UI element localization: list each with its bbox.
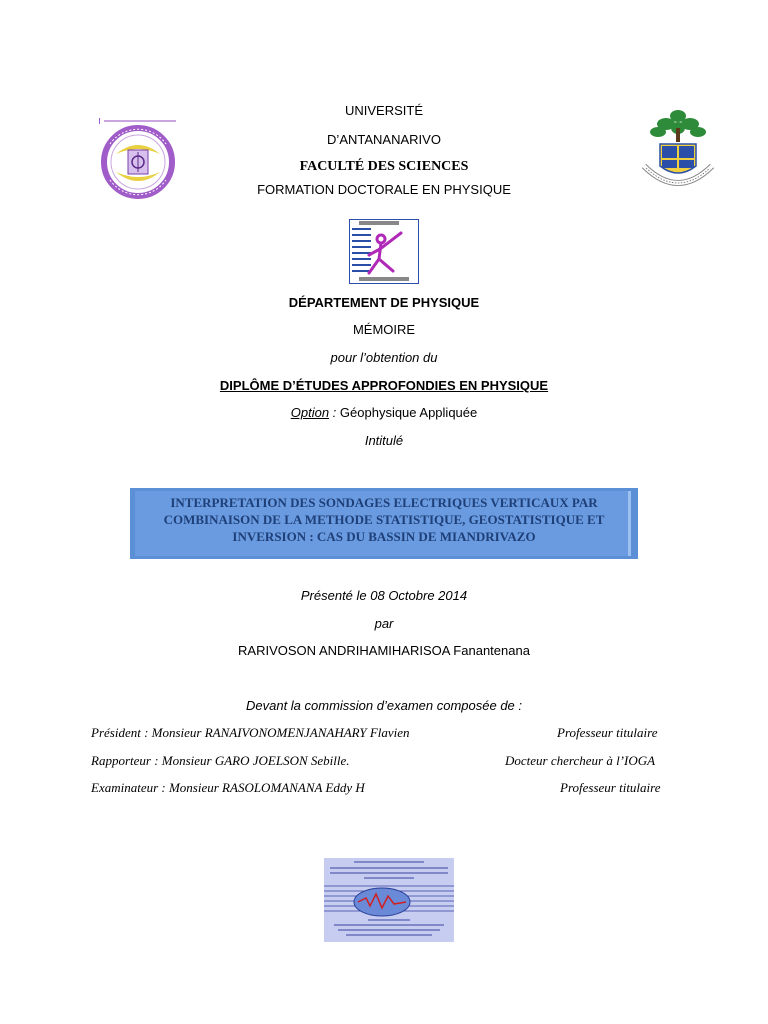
doctoral-school: FORMATION DOCTORALE EN PHYSIQUE: [257, 182, 511, 197]
thesis-title-line2: COMBINAISON DE LA METHODE STATISTIQUE, GEOSTATISTIQUE ET: [163, 512, 605, 527]
option-separator: :: [329, 405, 340, 420]
jury-president-title: Professeur titulaire: [557, 725, 658, 740]
option-label: Option: [290, 405, 330, 420]
department-logo: [349, 219, 419, 284]
author-name: RARIVOSON ANDRIHAMIHARISOA Fanantenana: [238, 643, 530, 658]
jury-rapporteur: Rapporteur : Monsieur GARO JOELSON Sebille.: [91, 753, 350, 768]
purpose-line: pour l’obtention du: [330, 350, 438, 365]
thesis-title: [130, 494, 638, 545]
option-value: Géophysique Appliquée: [339, 405, 478, 420]
option-line: [0, 405, 768, 420]
university-line1: UNIVERSITÉ: [344, 103, 423, 118]
ioga-logo: [324, 858, 454, 942]
diploma-title: DIPLÔME D’ÉTUDES APPROFONDIES EN PHYSIQUE: [219, 378, 549, 393]
thesis-title-line3: INVERSION : CAS DU BASSIN DE MIANDRIVAZO: [232, 529, 536, 544]
jury-president: Président : Monsieur RANAIVONOMENJANAHARY Flavien: [91, 725, 410, 740]
thesis-title-line1: INTERPRETATION DES SONDAGES ELECTRIQUES VERTICAUX PAR: [170, 495, 598, 510]
university-line2: D’ANTANANARIVO: [327, 132, 441, 147]
department-title: DÉPARTEMENT DE PHYSIQUE: [288, 295, 480, 310]
jury-rapporteur-title: Docteur chercheur à l’IOGA: [505, 753, 656, 768]
par-label: par: [374, 616, 394, 631]
intitule-label: Intitulé: [364, 433, 404, 448]
jury-examinateur: Examinateur : Monsieur RASOLOMANANA Eddy H: [91, 780, 365, 795]
presentation-date: Présenté le 08 Octobre 2014: [300, 588, 468, 603]
thesis-title-box: [130, 488, 638, 559]
faculty-name: FACULTÉ DES SCIENCES: [299, 159, 469, 174]
memoire-label: MÉMOIRE: [352, 322, 416, 337]
commission-line: Devant la commission d’examen composée de :: [245, 698, 523, 713]
jury-examinateur-title: Professeur titulaire: [560, 780, 661, 795]
